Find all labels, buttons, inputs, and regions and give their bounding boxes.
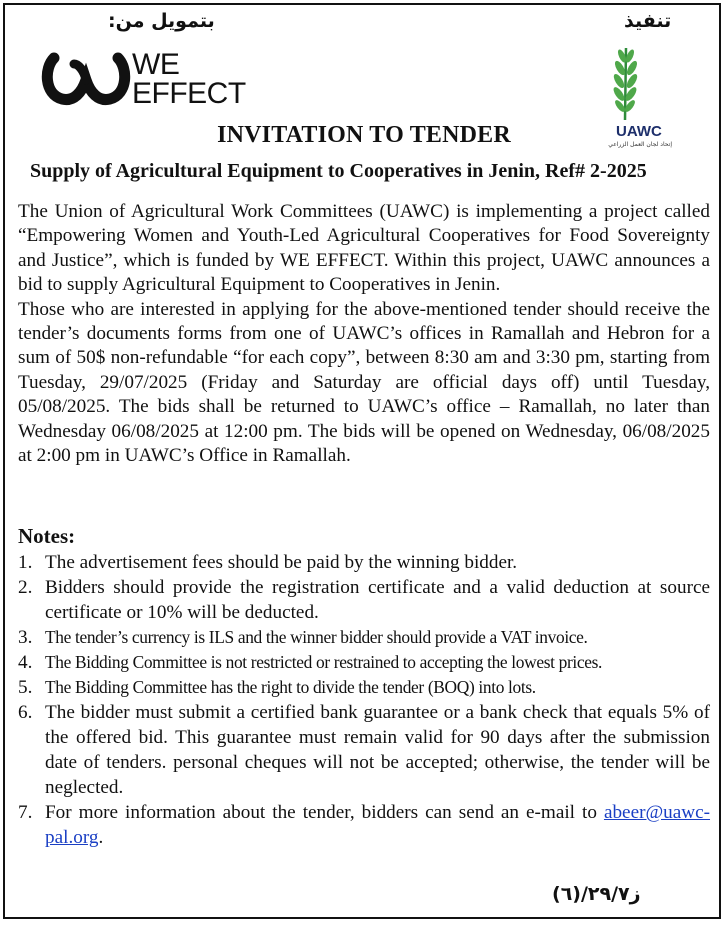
note-item-4 bbox=[18, 650, 710, 675]
note-text: The bidder must submit a certified bank guarantee or a bank check that equals 5% of the offered bid. This guarantee must remain valid for 90 days after the submission date of tenders. personal cheques will not be accepted; otherwise, the tender will be neglected. bbox=[45, 702, 710, 798]
details-paragraph: Those who are interested in applying for the above-mentioned tender should receive the tender’s documents forms from one of UAWC’s offices in Ramallah and Hebron for a sum of 50$ non-refundable “for each copy”, between 8:30 am and 3:30 pm, starting from Tuesday, 29/07/2025 (Friday and Saturday are official days off) until Tuesday, 05/08/2025. The bids shall be returned to UAWC’s office – Ramallah, no later than Wednesday 06/08/2025 at 12:00 pm. The bids will be opened on Wednesday, 06/08/2025 at 2:00 pm in UAWC’s Office in Ramallah. bbox=[18, 298, 710, 467]
notes-heading: Notes: bbox=[18, 524, 76, 548]
email-link[interactable]: abeer@uawc-pal.org bbox=[45, 802, 711, 848]
note-number: 4. bbox=[18, 652, 33, 673]
note-text: The advertisement fees should be paid by the winning bidder. bbox=[45, 552, 518, 573]
uawc-logo-text: UAWC bbox=[616, 123, 662, 140]
we-effect-wordmark bbox=[132, 50, 246, 108]
note-number: 5. bbox=[18, 677, 33, 698]
note-number: 2. bbox=[18, 577, 33, 598]
note-number: 1. bbox=[18, 552, 33, 573]
page-title: INVITATION TO TENDER bbox=[217, 122, 511, 148]
note-item-2 bbox=[18, 575, 710, 625]
body-text bbox=[18, 200, 710, 468]
note-suffix: . bbox=[98, 827, 104, 848]
note-item-5 bbox=[18, 675, 710, 700]
note-item-3 bbox=[18, 625, 710, 650]
we-effect-word-2: EFFECT bbox=[132, 77, 246, 110]
note-item-6 bbox=[18, 700, 710, 800]
implemented-by-label: تنفيذ bbox=[624, 10, 672, 32]
note-number: 6. bbox=[18, 702, 33, 723]
funded-by-label: بتمويل من: bbox=[108, 10, 215, 32]
note-text: Bidders should provide the registration certificate and a valid deduction at source certificate or 10% will be deducted. bbox=[45, 577, 710, 623]
uawc-logo-subtext: إتحاد لجان العمل الزراعي bbox=[608, 141, 672, 148]
note-number: 3. bbox=[18, 627, 33, 648]
we-effect-word-1: WE bbox=[132, 48, 180, 81]
publication-code: ز٢٩/٧/(٦) bbox=[552, 883, 641, 905]
notes-list bbox=[18, 550, 710, 850]
note-text: For more information about the tender, bidders can send an e-mail to bbox=[45, 802, 597, 823]
we-effect-logo-icon bbox=[40, 50, 132, 108]
intro-paragraph: The Union of Agricultural Work Committees (UAWC) is implementing a project called “Empowering Women and Youth-Led Agricultural Cooperatives for Food Sovereignty and Justice”, which is funded by WE EFFECT. Within this project, UAWC announces a bid to supply Agricultural Equipment to Cooperatives in Jenin. bbox=[18, 201, 710, 296]
note-item-1 bbox=[18, 550, 710, 575]
tender-subtitle: Supply of Agricultural Equipment to Cooperatives in Jenin, Ref# 2-2025 bbox=[30, 160, 647, 182]
note-number: 7. bbox=[18, 802, 33, 823]
note-text: The Bidding Committee is not restricted or restrained to accepting the lowest prices. bbox=[45, 652, 603, 672]
note-item-7 bbox=[18, 800, 710, 850]
note-text: The Bidding Committee has the right to divide the tender (BOQ) into lots. bbox=[45, 677, 536, 697]
note-text: The tender’s currency is ILS and the winner bidder should provide a VAT invoice. bbox=[45, 627, 588, 647]
